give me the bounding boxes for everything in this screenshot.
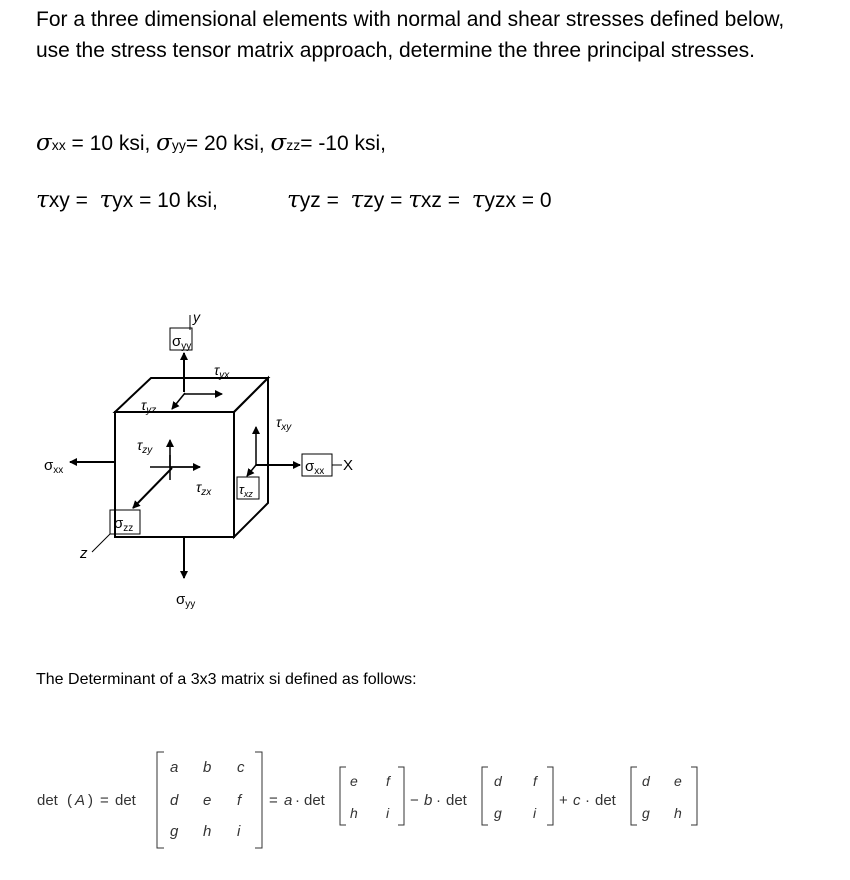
tau-yz-text: yz = [299,189,345,212]
shear-stresses-left [36,187,218,213]
cube-top-face [115,378,268,412]
shear-stresses-right [287,187,552,213]
minor1-h: h [350,805,358,821]
minor2-i: i [533,805,537,821]
sigma-zz-arrow [133,468,172,508]
tau-yz-arrow [172,393,185,409]
sigma-zz-label: $\sigma_{zz}$ [114,515,134,534]
matrix-f: f [237,792,242,809]
tau-zx-label: $\tau_{zx}$ [196,479,212,498]
x-axis-label: X [343,457,354,474]
tau-symbol: τ [36,187,49,213]
tau-symbol: τ [350,187,364,213]
tau-xy-label: $\tau_{xy}$ [276,414,292,433]
det-label: det [446,792,467,809]
tau-symbol: τ [287,187,300,213]
normal-stresses-line [36,130,386,156]
sigma-symbol: σ [156,130,172,156]
minus-sign: − [410,792,419,809]
minor3-left-bracket [631,767,637,825]
coef-b: b [424,792,433,809]
matrix-name: A [75,792,86,809]
cube [115,378,268,537]
tau-yx-text: yx = 10 ksi, [112,189,218,212]
sigma-xx-left-label: $\sigma_{xx}$ [44,457,64,476]
tau-xy-text: xy = [48,189,94,212]
right-bracket [255,752,262,848]
minor3-d: d [642,773,650,789]
paren-close: ) [88,792,93,809]
matrix-e: e [203,792,212,809]
det-label: det [37,792,58,809]
dot: · [295,792,300,809]
stress-element-diagram [0,300,400,620]
minor2-g: g [494,805,502,821]
minor3-e: e [674,773,682,789]
det-label: det [304,792,325,809]
matrix-i: i [237,823,241,840]
tau-xz-text: xz = [420,189,466,212]
matrix-d: d [170,792,179,809]
coef-c: c [573,792,581,809]
det-label: det [595,792,616,809]
paren-open: ( [67,792,72,809]
det-label: det [115,792,136,809]
coef-a: a [284,792,293,809]
matrix-a: a [170,759,179,776]
minor1-left-bracket [340,767,346,825]
sigma-xx-right-label: $\sigma_{xx}$ [305,458,325,477]
determinant-title: The Determinant of a 3x3 matrix si defined as follows: [36,671,417,688]
sigma-zz-value: = -10 ksi, [300,132,387,155]
cube-front-face [115,412,234,537]
sigma-xx-sub: xx [51,137,66,153]
sigma-yy-value: = 20 ksi, [185,132,271,155]
minor3-right-bracket [691,767,697,825]
problem-line-1: For a three dimensional elements with normal and shear stresses defined below, [36,8,785,31]
problem-statement [36,4,784,66]
minor2-right-bracket [547,767,553,825]
dot: · [436,792,441,809]
plus-sign: + [559,792,568,809]
minor3-h: h [674,805,682,821]
tau-symbol: τ [99,187,113,213]
tau-zy-text: zy = [363,189,409,212]
sigma-yy-bottom-label: $\sigma_{yy}$ [176,591,196,610]
equals-sign: = [100,792,109,809]
matrix-h: h [203,823,212,840]
sigma-symbol: σ [36,130,52,156]
minor1-f: f [386,773,390,789]
matrix-c: c [237,759,245,776]
minor2-left-bracket [482,767,488,825]
tau-symbol: τ [471,187,485,213]
sigma-xx-value: = 10 ksi, [65,132,157,155]
dot: · [585,792,590,809]
tau-symbol: τ [408,187,421,213]
left-bracket [157,752,164,848]
tau-zy-label: $\tau_{zy}$ [137,437,153,456]
z-axis-line [92,534,110,552]
sigma-yy-sub: yy [171,137,186,153]
minor2-d: d [494,773,502,789]
minor1-i: i [386,805,390,821]
minor3-g: g [642,805,650,821]
tau-yzx-text: yzx = 0 [484,189,552,212]
tau-xz-arrow [247,465,256,476]
matrix-b: b [203,759,212,776]
tau-yx-label: $\tau_{yx}$ [214,362,230,381]
sigma-zz-sub: zz [286,137,301,153]
sigma-yy-top-label: $\sigma_{yy}$ [172,333,192,352]
matrix-g: g [170,823,179,840]
sigma-symbol: σ [270,130,287,156]
determinant-formula [0,740,720,860]
minor2-f: f [533,773,537,789]
minor1-right-bracket [398,767,404,825]
tau-yz-label: $\tau_{yz}$ [141,397,157,416]
problem-line-2: use the stress tensor matrix approach, determine the three principal stresses. [36,39,756,62]
minor1-e: e [350,773,358,789]
equals-sign: = [269,792,278,809]
cube-side-face [234,378,268,537]
tau-xz-label: $\tau_{xz}$ [239,482,253,499]
y-axis-label: y [193,309,200,325]
z-axis-label: z [80,545,88,562]
